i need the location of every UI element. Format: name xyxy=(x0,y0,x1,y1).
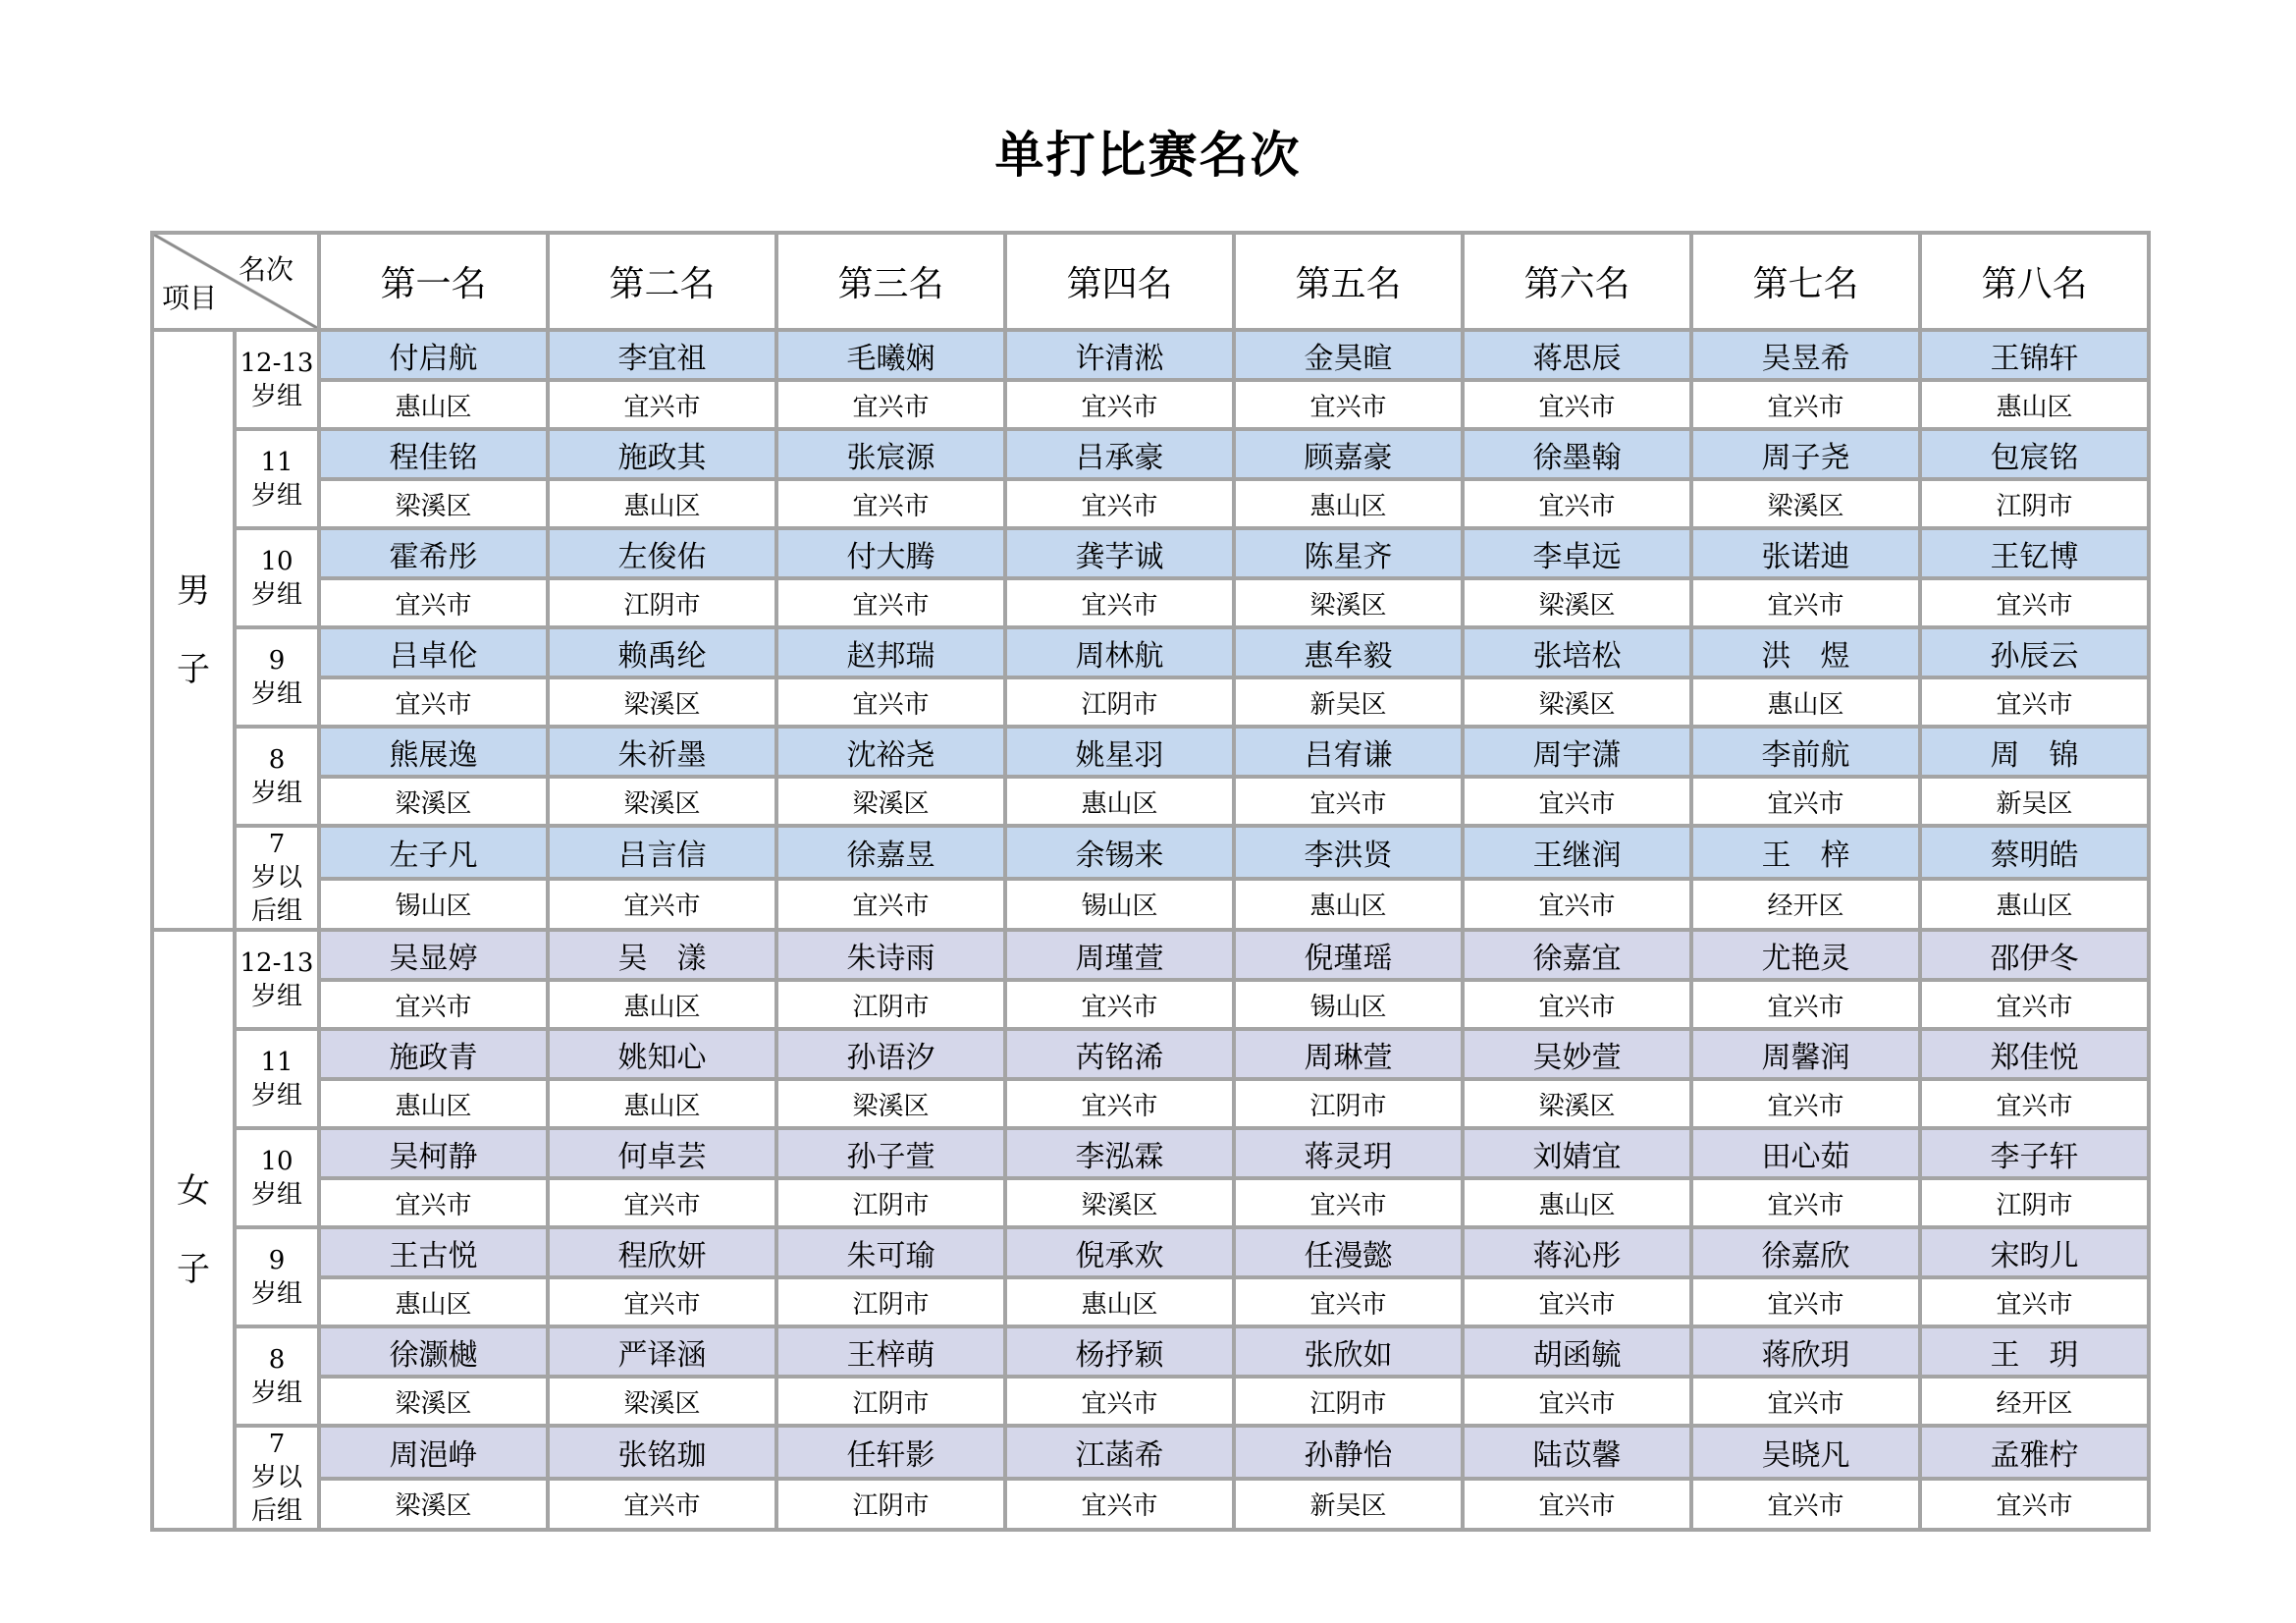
player-name-cell: 吕言信 xyxy=(548,826,776,879)
player-district-cell: 宜兴市 xyxy=(1920,980,2149,1029)
player-name-cell: 余锡来 xyxy=(1005,826,1234,879)
player-name-cell: 陆苡馨 xyxy=(1463,1426,1691,1479)
rank-header: 第五名 xyxy=(1234,233,1463,330)
city-row xyxy=(152,777,2149,826)
player-district-cell: 惠山区 xyxy=(319,1277,548,1326)
city-row xyxy=(152,1277,2149,1326)
city-row xyxy=(152,879,2149,930)
player-district-cell: 锡山区 xyxy=(1234,980,1463,1029)
player-district-cell: 宜兴市 xyxy=(1920,578,2149,627)
player-name-cell: 沈裕尧 xyxy=(776,727,1005,777)
player-district-cell: 宜兴市 xyxy=(1920,1079,2149,1128)
rank-header: 第一名 xyxy=(319,233,548,330)
player-name-cell: 张诺迪 xyxy=(1691,528,1920,578)
player-district-cell: 江阴市 xyxy=(776,1277,1005,1326)
player-name-cell: 郑佳悦 xyxy=(1920,1029,2149,1079)
player-name-cell: 宋昀儿 xyxy=(1920,1227,2149,1277)
player-name-cell: 蒋灵玥 xyxy=(1234,1128,1463,1178)
player-district-cell: 宜兴市 xyxy=(776,677,1005,727)
player-name-cell: 周浥峥 xyxy=(319,1426,548,1479)
age-group-label: 11 xyxy=(260,447,294,477)
player-name-cell: 周宇潇 xyxy=(1463,727,1691,777)
age-group-cell xyxy=(235,1128,319,1227)
player-district-cell: 梁溪区 xyxy=(1691,479,1920,528)
age-group-cell xyxy=(235,727,319,826)
corner-rank-label: 名次 xyxy=(238,253,294,286)
age-group-label: 岁以 xyxy=(250,1463,302,1492)
age-group-label: 7 xyxy=(268,1430,286,1459)
rank-header: 第四名 xyxy=(1005,233,1234,330)
player-name-cell: 赖禹纶 xyxy=(548,627,776,677)
player-name-cell: 何卓芸 xyxy=(548,1128,776,1178)
player-name-cell: 李卓远 xyxy=(1463,528,1691,578)
results-table-wrapper xyxy=(150,231,2151,1532)
age-group-label: 11 xyxy=(260,1047,294,1077)
player-district-cell: 惠山区 xyxy=(548,479,776,528)
gender-cell xyxy=(152,930,235,1530)
age-group-label: 岁组 xyxy=(250,1278,302,1309)
player-name-cell: 王 梓 xyxy=(1691,826,1920,879)
player-district-cell: 宜兴市 xyxy=(1234,777,1463,826)
player-district-cell: 梁溪区 xyxy=(776,777,1005,826)
player-name-cell: 蔡明皓 xyxy=(1920,826,2149,879)
age-group-label: 7 xyxy=(268,830,286,859)
player-district-cell: 惠山区 xyxy=(1234,479,1463,528)
player-name-cell: 张欣如 xyxy=(1234,1326,1463,1377)
player-district-cell: 锡山区 xyxy=(319,879,548,930)
player-name-cell: 陈星齐 xyxy=(1234,528,1463,578)
player-district-cell: 江阴市 xyxy=(1234,1079,1463,1128)
player-district-cell: 宜兴市 xyxy=(1463,980,1691,1029)
age-group-label: 8 xyxy=(268,1344,286,1375)
player-name-cell: 任轩影 xyxy=(776,1426,1005,1479)
player-name-cell: 熊展逸 xyxy=(319,727,548,777)
player-name-cell: 程佳铭 xyxy=(319,429,548,479)
player-name-cell: 张铭珈 xyxy=(548,1426,776,1479)
player-name-cell: 朱诗雨 xyxy=(776,930,1005,980)
player-name-cell: 徐墨翰 xyxy=(1463,429,1691,479)
player-district-cell: 梁溪区 xyxy=(319,479,548,528)
player-name-cell: 赵邦瑞 xyxy=(776,627,1005,677)
player-name-cell: 田心茹 xyxy=(1691,1128,1920,1178)
player-district-cell: 宜兴市 xyxy=(319,980,548,1029)
city-row xyxy=(152,677,2149,727)
player-district-cell: 惠山区 xyxy=(548,980,776,1029)
player-district-cell: 江阴市 xyxy=(1920,1178,2149,1227)
city-row xyxy=(152,1377,2149,1426)
player-name-cell: 蒋欣玥 xyxy=(1691,1326,1920,1377)
player-district-cell: 江阴市 xyxy=(1234,1377,1463,1426)
player-name-cell: 吕宥谦 xyxy=(1234,727,1463,777)
player-name-cell: 蒋沁彤 xyxy=(1463,1227,1691,1277)
player-name-cell: 金昊暄 xyxy=(1234,330,1463,380)
player-name-cell: 邵伊冬 xyxy=(1920,930,2149,980)
player-district-cell: 江阴市 xyxy=(776,980,1005,1029)
age-group-label: 岁组 xyxy=(250,480,302,511)
player-district-cell: 梁溪区 xyxy=(1005,1178,1234,1227)
player-district-cell: 惠山区 xyxy=(1005,777,1234,826)
player-name-cell: 吴显婷 xyxy=(319,930,548,980)
player-name-cell: 张培松 xyxy=(1463,627,1691,677)
player-name-cell: 龚芓诚 xyxy=(1005,528,1234,578)
player-district-cell: 锡山区 xyxy=(1005,879,1234,930)
age-group-label: 岁组 xyxy=(250,1378,302,1408)
player-district-cell: 梁溪区 xyxy=(548,777,776,826)
player-name-cell: 芮铭浠 xyxy=(1005,1029,1234,1079)
player-district-cell: 宜兴市 xyxy=(548,1479,776,1530)
player-district-cell: 梁溪区 xyxy=(319,1479,548,1530)
player-district-cell: 宜兴市 xyxy=(1691,777,1920,826)
player-name-cell: 王 玥 xyxy=(1920,1326,2149,1377)
age-group-cell xyxy=(235,330,319,429)
player-district-cell: 宜兴市 xyxy=(1691,1377,1920,1426)
player-name-cell: 左俊佑 xyxy=(548,528,776,578)
player-district-cell: 新吴区 xyxy=(1920,777,2149,826)
player-name-cell: 周琳萱 xyxy=(1234,1029,1463,1079)
player-name-cell: 左子凡 xyxy=(319,826,548,879)
player-district-cell: 江阴市 xyxy=(548,578,776,627)
age-group-cell xyxy=(235,1029,319,1128)
player-district-cell: 惠山区 xyxy=(1691,677,1920,727)
player-district-cell: 宜兴市 xyxy=(1691,578,1920,627)
player-district-cell: 宜兴市 xyxy=(548,380,776,429)
player-district-cell: 梁溪区 xyxy=(548,1377,776,1426)
player-district-cell: 宜兴市 xyxy=(1005,1079,1234,1128)
player-district-cell: 宜兴市 xyxy=(1691,380,1920,429)
player-name-cell: 周 锦 xyxy=(1920,727,2149,777)
player-name-cell: 惠牟毅 xyxy=(1234,627,1463,677)
player-name-cell: 王钇博 xyxy=(1920,528,2149,578)
city-row xyxy=(152,578,2149,627)
player-district-cell: 梁溪区 xyxy=(1463,578,1691,627)
age-group-cell xyxy=(235,429,319,528)
player-district-cell: 宜兴市 xyxy=(1234,380,1463,429)
name-row xyxy=(152,1227,2149,1277)
player-name-cell: 周子尧 xyxy=(1691,429,1920,479)
age-group-label: 岁组 xyxy=(250,381,302,411)
player-district-cell: 宜兴市 xyxy=(548,1277,776,1326)
player-district-cell: 新吴区 xyxy=(1234,677,1463,727)
player-district-cell: 梁溪区 xyxy=(548,677,776,727)
player-name-cell: 王梓萌 xyxy=(776,1326,1005,1377)
player-name-cell: 霍希彤 xyxy=(319,528,548,578)
player-district-cell: 宜兴市 xyxy=(776,578,1005,627)
player-name-cell: 孟雅柠 xyxy=(1920,1426,2149,1479)
player-name-cell: 王继润 xyxy=(1463,826,1691,879)
gender-label: 男 xyxy=(177,570,210,611)
player-district-cell: 宜兴市 xyxy=(776,380,1005,429)
age-group-label: 岁以 xyxy=(250,863,302,893)
player-district-cell: 宜兴市 xyxy=(1005,380,1234,429)
gender-cell xyxy=(152,330,235,930)
player-district-cell: 宜兴市 xyxy=(776,879,1005,930)
player-name-cell: 程欣妍 xyxy=(548,1227,776,1277)
player-name-cell: 李泓霖 xyxy=(1005,1128,1234,1178)
player-district-cell: 宜兴市 xyxy=(1463,380,1691,429)
player-district-cell: 宜兴市 xyxy=(1463,479,1691,528)
player-name-cell: 倪承欢 xyxy=(1005,1227,1234,1277)
player-district-cell: 惠山区 xyxy=(1005,1277,1234,1326)
player-district-cell: 宜兴市 xyxy=(319,1178,548,1227)
player-name-cell: 周林航 xyxy=(1005,627,1234,677)
player-district-cell: 宜兴市 xyxy=(1463,777,1691,826)
player-name-cell: 包宸铭 xyxy=(1920,429,2149,479)
player-district-cell: 惠山区 xyxy=(1920,879,2149,930)
gender-label: 女 xyxy=(177,1170,210,1211)
player-district-cell: 经开区 xyxy=(1920,1377,2149,1426)
player-name-cell: 吴 漾 xyxy=(548,930,776,980)
player-district-cell: 梁溪区 xyxy=(319,777,548,826)
player-district-cell: 宜兴市 xyxy=(1691,1178,1920,1227)
player-district-cell: 惠山区 xyxy=(1234,879,1463,930)
player-name-cell: 周馨润 xyxy=(1691,1029,1920,1079)
player-name-cell: 施政其 xyxy=(548,429,776,479)
player-district-cell: 江阴市 xyxy=(1920,479,2149,528)
player-name-cell: 吴柯静 xyxy=(319,1128,548,1178)
player-district-cell: 宜兴市 xyxy=(1691,980,1920,1029)
player-district-cell: 惠山区 xyxy=(1463,1178,1691,1227)
player-district-cell: 宜兴市 xyxy=(1691,1079,1920,1128)
player-district-cell: 宜兴市 xyxy=(1463,1479,1691,1530)
age-group-cell xyxy=(235,930,319,1029)
player-name-cell: 李子轩 xyxy=(1920,1128,2149,1178)
player-district-cell: 宜兴市 xyxy=(1691,1479,1920,1530)
player-name-cell: 徐嘉昱 xyxy=(776,826,1005,879)
player-district-cell: 惠山区 xyxy=(319,1079,548,1128)
gender-label: 子 xyxy=(177,1249,210,1289)
player-name-cell: 毛曦娴 xyxy=(776,330,1005,380)
player-name-cell: 周瑾萱 xyxy=(1005,930,1234,980)
player-district-cell: 惠山区 xyxy=(548,1079,776,1128)
player-name-cell: 顾嘉豪 xyxy=(1234,429,1463,479)
player-name-cell: 孙辰云 xyxy=(1920,627,2149,677)
player-name-cell: 孙语汐 xyxy=(776,1029,1005,1079)
city-row xyxy=(152,1079,2149,1128)
name-row xyxy=(152,1029,2149,1079)
name-row xyxy=(152,826,2149,879)
player-name-cell: 吴昱希 xyxy=(1691,330,1920,380)
player-name-cell: 朱祈墨 xyxy=(548,727,776,777)
player-name-cell: 付启航 xyxy=(319,330,548,380)
age-group-cell xyxy=(235,1227,319,1326)
player-district-cell: 宜兴市 xyxy=(1005,479,1234,528)
age-group-label: 10 xyxy=(260,1146,294,1176)
age-group-label: 9 xyxy=(268,1245,286,1275)
player-district-cell: 宜兴市 xyxy=(1920,1277,2149,1326)
age-group-label: 岁组 xyxy=(250,1080,302,1110)
age-group-cell xyxy=(235,627,319,727)
player-name-cell: 许清淞 xyxy=(1005,330,1234,380)
player-name-cell: 吕卓伦 xyxy=(319,627,548,677)
gender-label: 子 xyxy=(177,649,210,689)
player-name-cell: 吴妙萱 xyxy=(1463,1029,1691,1079)
player-name-cell: 姚知心 xyxy=(548,1029,776,1079)
age-group-cell xyxy=(235,826,319,930)
age-group-label: 8 xyxy=(268,744,286,775)
player-name-cell: 严译涵 xyxy=(548,1326,776,1377)
player-district-cell: 宜兴市 xyxy=(319,578,548,627)
player-district-cell: 惠山区 xyxy=(319,380,548,429)
player-district-cell: 江阴市 xyxy=(1005,677,1234,727)
name-row xyxy=(152,1326,2149,1377)
player-name-cell: 吕承豪 xyxy=(1005,429,1234,479)
city-row xyxy=(152,380,2149,429)
player-district-cell: 江阴市 xyxy=(776,1178,1005,1227)
player-name-cell: 吴晓凡 xyxy=(1691,1426,1920,1479)
name-row xyxy=(152,930,2149,980)
age-group-label: 10 xyxy=(260,546,294,576)
player-district-cell: 宜兴市 xyxy=(1005,1377,1234,1426)
city-row xyxy=(152,479,2149,528)
player-name-cell: 刘婧宜 xyxy=(1463,1128,1691,1178)
player-district-cell: 江阴市 xyxy=(776,1479,1005,1530)
results-table xyxy=(150,231,2151,1532)
player-name-cell: 徐灏樾 xyxy=(319,1326,548,1377)
player-name-cell: 王古悦 xyxy=(319,1227,548,1277)
player-district-cell: 经开区 xyxy=(1691,879,1920,930)
name-row xyxy=(152,627,2149,677)
rank-header: 第八名 xyxy=(1920,233,2149,330)
player-district-cell: 宜兴市 xyxy=(548,1178,776,1227)
player-name-cell: 付大腾 xyxy=(776,528,1005,578)
age-group-label: 岁组 xyxy=(250,678,302,709)
player-name-cell: 尤艳灵 xyxy=(1691,930,1920,980)
player-district-cell: 宜兴市 xyxy=(1234,1277,1463,1326)
player-district-cell: 宜兴市 xyxy=(1463,1377,1691,1426)
player-district-cell: 宜兴市 xyxy=(1005,980,1234,1029)
player-name-cell: 王锦轩 xyxy=(1920,330,2149,380)
city-row xyxy=(152,1178,2149,1227)
player-district-cell: 宜兴市 xyxy=(319,677,548,727)
rank-header: 第三名 xyxy=(776,233,1005,330)
age-group-cell xyxy=(235,1326,319,1426)
corner-header-cell xyxy=(152,233,319,330)
name-row xyxy=(152,528,2149,578)
age-group-label: 岁组 xyxy=(250,778,302,808)
player-name-cell: 李前航 xyxy=(1691,727,1920,777)
player-name-cell: 杨抒颖 xyxy=(1005,1326,1234,1377)
player-name-cell: 朱可瑜 xyxy=(776,1227,1005,1277)
age-group-cell xyxy=(235,1426,319,1530)
corner-event-label: 项目 xyxy=(162,282,218,314)
name-row xyxy=(152,1426,2149,1479)
page-title: 单打比赛名次 xyxy=(994,127,1302,184)
player-district-cell: 宜兴市 xyxy=(776,479,1005,528)
player-district-cell: 梁溪区 xyxy=(1463,677,1691,727)
rank-header: 第六名 xyxy=(1463,233,1691,330)
player-name-cell: 孙子萱 xyxy=(776,1128,1005,1178)
player-district-cell: 宜兴市 xyxy=(1463,879,1691,930)
player-district-cell: 梁溪区 xyxy=(776,1079,1005,1128)
player-district-cell: 江阴市 xyxy=(776,1377,1005,1426)
player-district-cell: 梁溪区 xyxy=(319,1377,548,1426)
player-name-cell: 任漫懿 xyxy=(1234,1227,1463,1277)
player-district-cell: 宜兴市 xyxy=(1005,1479,1234,1530)
header-row xyxy=(152,233,2149,330)
name-row xyxy=(152,727,2149,777)
age-group-label: 岁组 xyxy=(250,579,302,610)
player-district-cell: 宜兴市 xyxy=(1691,1277,1920,1326)
name-row xyxy=(152,429,2149,479)
player-name-cell: 李洪贤 xyxy=(1234,826,1463,879)
player-name-cell: 江菡希 xyxy=(1005,1426,1234,1479)
player-name-cell: 李宜祖 xyxy=(548,330,776,380)
player-district-cell: 梁溪区 xyxy=(1463,1079,1691,1128)
player-name-cell: 姚星羽 xyxy=(1005,727,1234,777)
player-district-cell: 惠山区 xyxy=(1920,380,2149,429)
player-name-cell: 胡函毓 xyxy=(1463,1326,1691,1377)
age-group-label: 12-13 xyxy=(240,947,314,978)
player-district-cell: 宜兴市 xyxy=(1920,1479,2149,1530)
player-district-cell: 宜兴市 xyxy=(1463,1277,1691,1326)
player-name-cell: 洪 煜 xyxy=(1691,627,1920,677)
player-name-cell: 徐嘉欣 xyxy=(1691,1227,1920,1277)
age-group-label: 后组 xyxy=(250,1496,302,1526)
player-district-cell: 梁溪区 xyxy=(1234,578,1463,627)
player-name-cell: 施政青 xyxy=(319,1029,548,1079)
city-row xyxy=(152,1479,2149,1530)
player-district-cell: 宜兴市 xyxy=(548,879,776,930)
age-group-label: 岁组 xyxy=(250,981,302,1011)
player-name-cell: 张宸源 xyxy=(776,429,1005,479)
age-group-label: 岁组 xyxy=(250,1179,302,1210)
player-district-cell: 宜兴市 xyxy=(1920,677,2149,727)
player-district-cell: 宜兴市 xyxy=(1005,578,1234,627)
rank-header: 第二名 xyxy=(548,233,776,330)
player-name-cell: 徐嘉宜 xyxy=(1463,930,1691,980)
age-group-cell xyxy=(235,528,319,627)
player-district-cell: 新吴区 xyxy=(1234,1479,1463,1530)
player-district-cell: 宜兴市 xyxy=(1234,1178,1463,1227)
player-name-cell: 蒋思辰 xyxy=(1463,330,1691,380)
name-row xyxy=(152,330,2149,380)
rank-header: 第七名 xyxy=(1691,233,1920,330)
player-name-cell: 孙静怡 xyxy=(1234,1426,1463,1479)
age-group-label: 12-13 xyxy=(240,348,314,378)
age-group-label: 9 xyxy=(268,645,286,676)
age-group-label: 后组 xyxy=(250,896,302,926)
city-row xyxy=(152,980,2149,1029)
name-row xyxy=(152,1128,2149,1178)
player-name-cell: 倪瑾瑶 xyxy=(1234,930,1463,980)
